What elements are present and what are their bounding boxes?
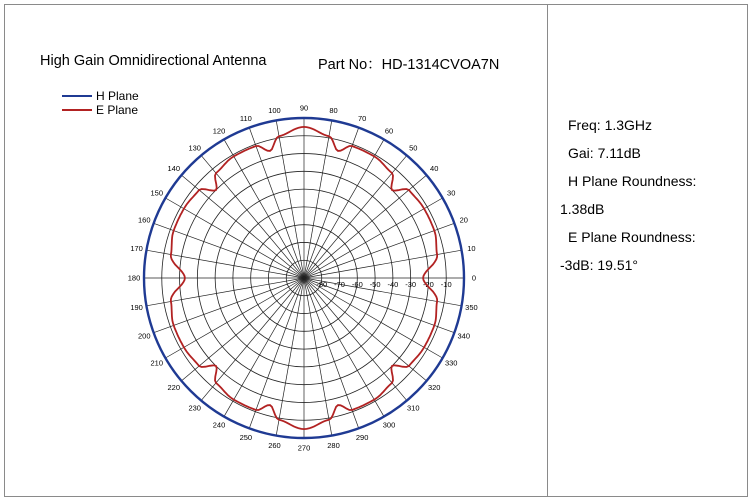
angle-tick-label: 20 <box>459 215 468 225</box>
h-roundness-label: H Plane Roundness: <box>568 173 697 189</box>
angle-tick-label: 0 <box>471 273 477 283</box>
angle-tick-label: 330 <box>444 358 458 368</box>
angle-tick-label: 240 <box>212 420 226 430</box>
angle-tick-label: 110 <box>239 113 252 123</box>
angle-tick-label: 220 <box>167 382 181 392</box>
angle-tick-label: 70 <box>357 113 367 123</box>
angle-tick-label: 160 <box>137 215 151 225</box>
angle-tick-label: 30 <box>447 188 456 198</box>
h-roundness-value: 1.38dB <box>560 201 605 217</box>
radial-tick-label: -20 <box>423 280 434 289</box>
angle-tick-label: 310 <box>407 403 420 413</box>
radial-tick-label: -50 <box>369 280 381 289</box>
angle-tick-label: 170 <box>130 243 143 253</box>
freq-text: Freq: 1.3GHz <box>568 117 653 133</box>
angle-tick-label: 350 <box>465 303 478 313</box>
legend-e-plane-label: E Plane <box>96 103 139 117</box>
angle-tick-label: 210 <box>150 358 164 368</box>
angle-tick-label: 40 <box>430 164 439 174</box>
radial-tick-label: -70 <box>334 280 345 289</box>
angle-tick-label: 190 <box>130 303 143 313</box>
angle-tick-label: 270 <box>297 443 311 453</box>
gain-text: Gai: 7.11dB <box>568 145 641 161</box>
angle-tick-label: 250 <box>239 433 253 443</box>
e-roundness-label: E Plane Roundness: <box>568 229 696 245</box>
radial-tick-label: -80 <box>316 280 328 289</box>
radial-tick-label: -60 <box>351 280 363 289</box>
angle-tick-label: 180 <box>127 273 141 283</box>
angle-tick-label: 90 <box>299 103 309 113</box>
e-beamwidth-text: -3dB: 19.51° <box>560 257 638 273</box>
radial-tick-label: -10 <box>440 280 452 289</box>
angle-tick-label: 50 <box>409 143 418 153</box>
angle-tick-label: 340 <box>457 331 471 341</box>
angle-tick-label: 150 <box>150 188 164 198</box>
angle-tick-label: 200 <box>137 331 151 341</box>
angle-tick-label: 100 <box>268 106 281 116</box>
radial-tick-label: -40 <box>387 280 399 289</box>
angle-tick-label: 120 <box>212 126 226 136</box>
angle-tick-label: 320 <box>427 382 441 392</box>
part-number: Part No：HD-1314CVOA7N <box>318 57 500 73</box>
angle-tick-label: 140 <box>167 164 181 174</box>
angle-tick-label: 230 <box>188 403 201 413</box>
angle-tick-label: 300 <box>382 420 396 430</box>
angle-tick-label: 10 <box>467 243 476 253</box>
angle-tick-label: 60 <box>384 126 394 136</box>
angle-tick-label: 80 <box>329 106 338 116</box>
angle-tick-label: 290 <box>355 433 369 443</box>
radial-tick-label: -30 <box>405 280 417 289</box>
angle-tick-label: 130 <box>188 143 201 153</box>
chart-title: High Gain Omnidirectional Antenna <box>40 53 267 69</box>
legend-h-plane-label: H Plane <box>96 89 139 103</box>
angle-tick-label: 280 <box>327 440 340 450</box>
angle-tick-label: 260 <box>268 440 281 450</box>
